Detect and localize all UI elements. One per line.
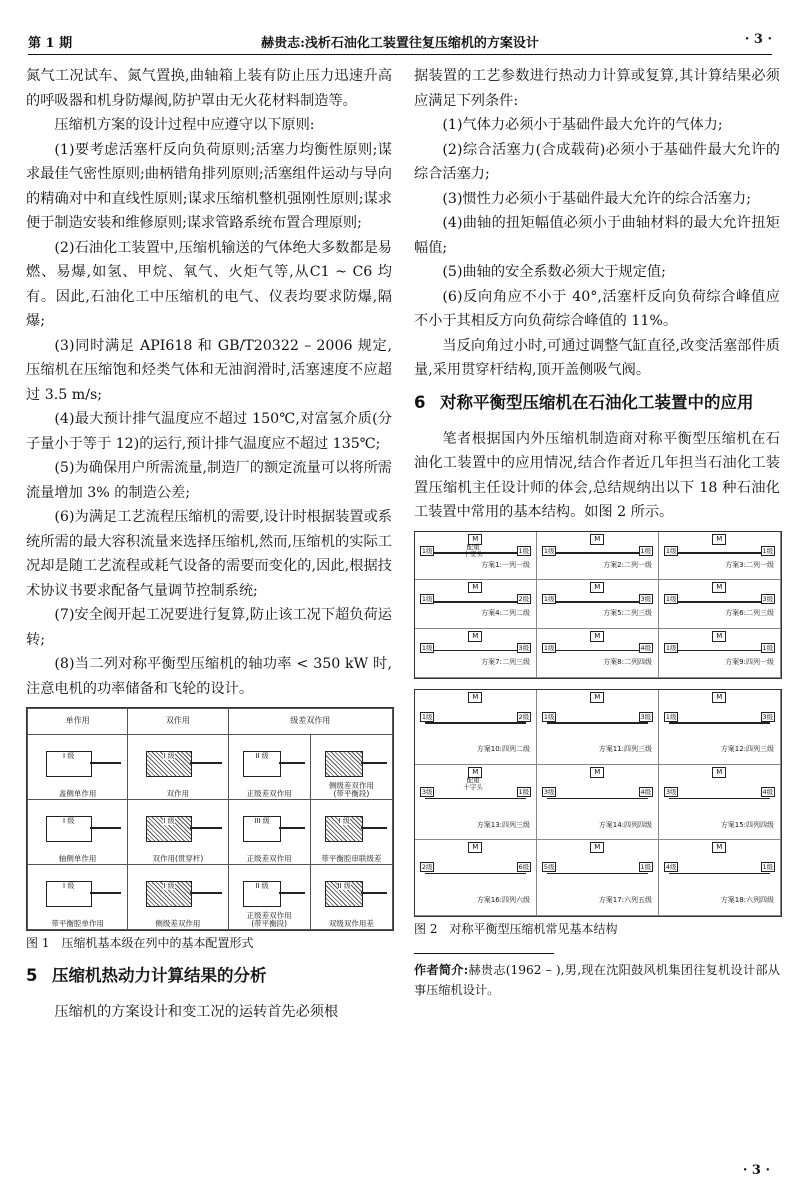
stage-label: I 级 [163,751,175,760]
cylinder-label: 3级 [421,788,433,797]
scheme-cell [537,580,659,629]
piston-rod [279,892,305,894]
stage-label: I 级 [63,816,75,825]
cylinder-shape [46,751,92,777]
scheme-cell [415,629,537,678]
author-text: 赫贵志(1962 – ),男,现在沈阳鼓风机集团往复机设计部从事压缩机设计。 [414,963,780,997]
paragraph: (2)石油化工装置中,压缩机输送的气体绝大多数都是易燃、易爆,如氢、甲烷、氧气、火炬气等,从C1 ~ C6 均有。因此,石油化工中压缩机的电气、仪表均要求防爆,隔爆; [26,239,392,329]
figure-2-panel-b [414,689,782,917]
issue-number: 第 1 期 [28,36,73,51]
stage-label: II 级 [255,751,269,760]
motor-box: M [590,692,604,703]
crankshaft-line [425,798,527,800]
motor-box: M [712,767,726,778]
motor-box: M [468,631,482,642]
fig1-cell [310,864,392,929]
cylinder-label: 3级 [543,788,555,797]
scheme-cell [659,532,781,581]
scheme-label: 方案18:六列四级 [720,896,774,904]
section-5-heading [26,962,392,990]
cylinder-label: 1级 [421,546,433,555]
fig1-cell-label: 正级差双作用 (带平衡段) [246,911,292,928]
crankshaft-line [547,873,649,875]
paragraph: (1)气体力必须小于基础件最大允许的气体力; [442,117,723,133]
fig1-cell-label: 盖侧单作用 [58,788,97,798]
stage-label: II 级 [255,882,269,890]
cylinder-label: 3级 [762,712,774,721]
scheme-cell [537,765,659,840]
motor-box: M [590,534,604,545]
cylinder-label: 2级 [518,712,530,721]
piston-rod [361,892,387,894]
fig1-cell-label: 轴侧单作用 [58,853,97,863]
running-title: 赫贵志:浅析石油化工装置往复压缩机的方案设计 [261,36,539,51]
cylinder-label: 4级 [762,788,774,797]
crankshaft-line [547,722,649,724]
scheme-label: 方案8:二列四级 [603,658,652,666]
cylinder-shape [146,816,192,842]
piston-rod [190,892,222,894]
scheme-label: 方案17:六列五级 [598,896,652,904]
stage-label: II 级 [337,882,351,890]
crankshaft-line [425,873,527,875]
motor-box: M [712,631,726,642]
stage-label: I 级 [163,816,175,825]
cylinder-label: 3级 [518,644,530,653]
stage-label: I 级 [63,751,75,760]
fig1-cell-label: 双作用 [166,788,190,798]
scheme-label: 方案11:四列三级 [598,745,652,754]
footer-page-number: · 3 · [742,1163,770,1178]
crankshaft-line [669,722,771,724]
fig1-cell [128,734,228,799]
crankshaft-line [547,798,649,800]
paragraph: (3)同时满足 API618 和 GB/T20322 – 2006 规定,压缩机在压缩饱和烃类气体和无油润滑时,活塞速度不应超过 3.5 m/s; [26,337,392,403]
motor-box: M [590,631,604,642]
header-page-number: · 3 · [744,32,772,47]
cylinder-label: 6级 [518,863,530,872]
left-column [26,64,392,1024]
cylinder-label: 1级 [640,546,652,555]
fig1-cell [28,799,128,864]
scheme-label: 方案2:二列一级 [603,560,652,569]
piston-rod [190,762,222,764]
cylinder-label: 2级 [518,595,530,604]
footnote-rule [414,953,554,954]
paragraph: (6)反向角应不小于 40°,活塞杆反向负荷综合峰值应不小于其相反方向负荷综合峰值的 11%。 [414,288,780,329]
paragraph: (4)曲轴的扭矩幅值必须小于曲轴材料的最大允许扭矩幅值; [414,215,780,256]
scheme-cell [415,532,537,581]
cylinder-shape [325,751,363,777]
paragraph: (6)为满足工艺流程压缩机的需要,设计时根据装置或系统所需的最大容积流量来选择压缩机,然而,压缩机的实际工况却是随工艺流程或耗气设备的需要而变化的,因此,根据技术协议书要求配备气量调节控制系统; [26,509,392,599]
section-6-heading [414,389,780,417]
scheme-cell [537,629,659,678]
scheme-cell [415,580,537,629]
fig1-cell-label: 带平衡腔单作用 [51,919,104,928]
motor-box: M [712,692,726,703]
paragraph: 当反向角过小时,可通过调整气缸直径,改变活塞部件质量,采用贯穿杆结构,顶开盖侧吸气阀。 [414,337,780,378]
cylinder-label: 1级 [665,595,677,604]
cylinder-shape [243,816,281,842]
section-number: 5 [26,965,38,985]
scheme-label: 方案6:二列三级 [725,609,774,618]
right-column [414,64,780,1000]
fig1-cell [310,799,392,864]
scheme-cell [415,840,537,915]
fig1-cell [228,864,310,929]
motor-box: M [468,842,482,853]
fig1-cell-label: 侧级差双作用 [155,919,201,928]
cylinder-label: 1级 [543,546,555,555]
piston-rod [190,827,222,829]
cylinder-shape [325,881,363,907]
stage-label: I 级 [163,882,175,890]
crankshaft-line [425,722,527,724]
stage-label: III 级 [254,816,270,825]
paragraph: 氮气工况试车、氮气置换,曲轴箱上装有防止压力迅速升高的呼吸器和机身防爆阀,防护罩由无火花材料制造等。 [26,68,392,109]
cylinder-shape [243,751,281,777]
cylinder-label: 1级 [518,546,530,555]
scheme-cell [415,765,537,840]
cylinder-label: 1级 [665,712,677,721]
fig1-cell [128,864,228,929]
cylinder-label: 3级 [762,595,774,604]
section-title: 压缩机热动力计算结果的分析 [52,965,267,985]
piston-rod [361,827,387,829]
paragraph: (3)惯性力必须小于基础件最大允许的综合活塞力; [442,190,752,207]
cylinder-label: 1级 [421,712,433,721]
cylinder-label: 1级 [421,644,433,653]
scheme-cell [415,690,537,765]
cylinder-label: 1级 [665,644,677,653]
cylinder-label: 1级 [543,712,555,721]
fig1-cell [28,734,128,799]
scheme-label: 方案16:四列六级 [476,896,530,904]
cylinder-label: 3级 [640,595,652,604]
fig1-cell [128,799,228,864]
author-label: 作者简介: [414,963,469,977]
cylinder-shape [325,816,363,842]
figure-1-table [27,708,393,930]
motor-box: M [590,582,604,593]
figure-1 [26,707,394,931]
scheme-label: 方案7:二列三级 [481,658,530,666]
scheme-label: 方案12:四列三级 [720,745,774,754]
cylinder-label: 1级 [665,546,677,555]
fig1-cell [28,864,128,929]
motor-box: M [468,582,482,593]
figure-2-panel-a [414,531,782,679]
cylinder-label: 2级 [421,863,433,872]
fig1-cell [228,799,310,864]
scheme-label: 方案1:一列一级 [481,560,530,569]
cylinder-label: 5级 [543,863,555,872]
piston-rod [90,827,122,829]
stage-label: I 级 [63,882,75,890]
cylinder-label: 1级 [543,644,555,653]
motor-box: M [712,842,726,853]
paragraph: (1)要考虑活塞杆反向负荷原则;活塞力均衡性原则;谋求最佳气密性原则;曲柄错角排列原则;活塞组件运动与导向的精确对中和直线性原则;谋求压缩机整机强刚性原则;谋求便于制造安装和维修原则;谋求管路系统布置合理原则; [26,141,392,231]
paragraph: 据装置的工艺参数进行热动力计算或复算,其计算结果必须应满足下列条件: [414,68,780,109]
cylinder-label: 3级 [665,788,677,797]
motor-box: M [468,534,482,545]
paragraph: 压缩机方案的设计过程中应遵守以下原则: [54,117,315,133]
cylinder-shape [46,816,92,842]
piston-rod [361,762,387,764]
author-note [414,960,780,1000]
fig1-cell [310,734,392,799]
cylinder-shape [243,881,281,907]
paragraph: (4)最大预计排气温度应不超过 150℃,对富氢介质(分子量小于等于 12)的运行,预计排气温度应不超过 135℃; [26,411,392,452]
scheme-label: 方案14:四列四级 [598,820,652,829]
cylinder-label: 4级 [640,788,652,797]
cylinder-shape [146,881,192,907]
paragraph: 笔者根据国内外压缩机制造商对称平衡型压缩机在石油化工装置中的应用情况,结合作者近几年担当石油化工装置压缩机主任设计师的体会,总结规纳出以下 18 种石油化工装置中常用的基本结构。如图 2 所示。 [414,430,780,520]
cylinder-label: 4级 [640,644,652,653]
cylinder-label: 1级 [518,788,530,797]
cylinder-shape [46,881,92,907]
cylinder-label: 1级 [543,595,555,604]
scheme-note: 配重 十字头 [463,775,483,791]
scheme-label: 方案10:四列二级 [476,745,530,754]
scheme-label: 方案4:二列二级 [481,609,530,618]
fig1-cell-label: 正级差双作用 [246,853,292,863]
piston-rod [90,762,122,764]
scheme-cell [537,840,659,915]
cylinder-label: 1级 [762,863,774,872]
motor-box: M [468,692,482,703]
scheme-cell [659,840,781,915]
fig1-cell-label: 带平衡腔串联级差 [321,853,382,863]
scheme-cell [659,580,781,629]
scheme-note: 配重 十安头 [463,542,483,558]
scheme-cell [659,765,781,840]
cylinder-label: 4级 [665,863,677,872]
section-title: 对称平衡型压缩机在石油化工装置中的应用 [440,392,754,412]
piston-rod [279,827,305,829]
scheme-cell [659,690,781,765]
scheme-cell [537,690,659,765]
fig1-header: 级差双作用 [228,709,392,735]
scheme-label: 方案9:四列一级 [725,658,774,666]
paragraph: (5)曲轴的安全系数必须大于规定值; [442,264,666,280]
stage-label: I 级 [338,816,350,825]
figure-1-caption: 图 1 压缩机基本级在列中的基本配置形式 [26,936,254,950]
motor-box: M [712,582,726,593]
motor-box: M [590,767,604,778]
figure-2-caption: 图 2 对称平衡型压缩机常见基本结构 [414,921,618,936]
scheme-label: 方案3:二列一级 [725,560,774,569]
fig1-cell-label: 侧级差双作用 (带平衡段) [328,780,374,798]
motor-box: M [468,767,482,778]
cylinder-label: 1级 [762,546,774,555]
running-header [28,30,772,55]
piston-rod [90,892,122,894]
motor-box: M [712,534,726,545]
fig1-cell-label: 正级差双作用 [246,788,292,798]
piston-rod [279,762,305,764]
crankshaft-line [669,873,771,875]
paragraph: (8)当二列对称平衡型压缩机的轴功率 < 350 kW 时,注意电机的功率储备和飞轮的设计。 [26,656,392,697]
paragraph: 压缩机的方案设计和变工况的运转首先必须根 [54,1003,339,1020]
scheme-label: 方案5:二列三级 [603,609,652,618]
crankshaft-line [669,798,771,800]
scheme-label: 方案15:四列四级 [720,820,774,829]
cylinder-label: 1级 [640,863,652,872]
fig1-cell [228,734,310,799]
scheme-label: 方案13:四列三级 [476,820,530,829]
cylinder-label: 1级 [421,595,433,604]
scheme-cell [537,532,659,581]
fig1-cell-label: 双作用(贯穿杆) [152,853,204,863]
fig1-header: 双作用 [128,709,228,735]
scheme-cell [659,629,781,678]
cylinder-label: 1级 [762,644,774,653]
cylinder-shape [146,751,192,777]
cylinder-label: 3级 [640,712,652,721]
paragraph: (7)安全阀开起工况要进行复算,防止该工况下超负荷运转; [26,607,392,648]
fig1-cell-label: 双级双作用差 [328,919,374,928]
paragraph: (5)为确保用户所需流量,制造厂的额定流量可以将所需流量增加 3% 的制造公差; [26,460,392,501]
section-number: 6 [414,392,426,412]
motor-box: M [590,842,604,853]
fig1-header: 单作用 [28,709,128,735]
paragraph: (2)综合活塞力(合成载荷)必须小于基础件最大允许的综合活塞力; [414,141,780,182]
